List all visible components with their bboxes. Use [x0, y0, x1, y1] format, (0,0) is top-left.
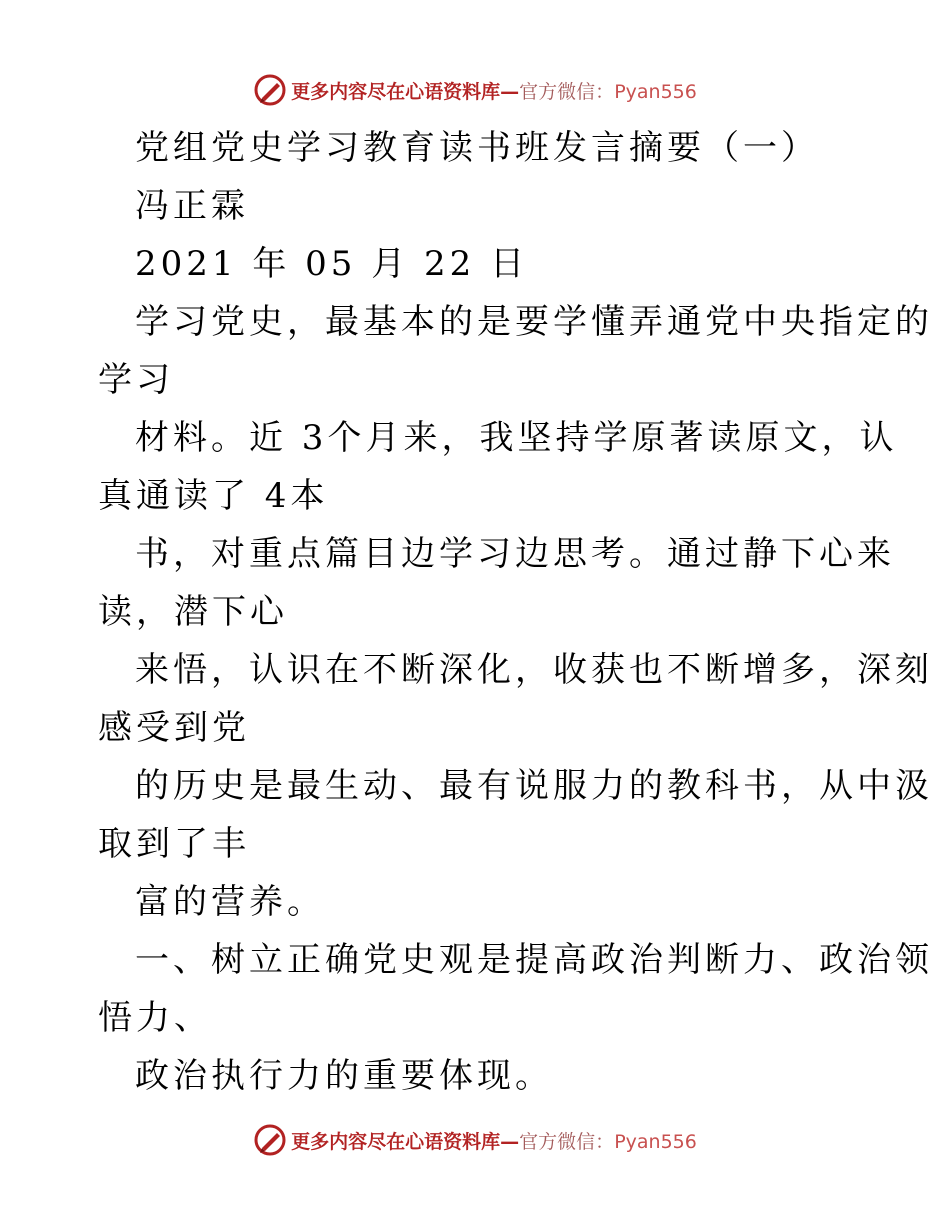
watermark-text	[291, 77, 697, 104]
paragraph-line: 学习	[98, 360, 174, 400]
watermark-wechat-id: Pyan556	[614, 80, 697, 103]
document-title: 党组党史学习教育读书班发言摘要（一）	[135, 128, 819, 168]
section-heading: 一、树立正确党史观是提高政治判断力、政治领	[135, 940, 933, 980]
section-heading-continued: 政治执行力的重要体现。	[135, 1056, 553, 1096]
paragraph-line: 的历史是最生动、最有说服力的教科书，从中汲	[135, 766, 933, 806]
paragraph-line: 学习党史，最基本的是要学懂弄通党中央指定的	[135, 302, 933, 342]
paragraph-line: 读，潜下心	[98, 592, 288, 632]
watermark-wechat-label: 官方微信：	[519, 1130, 615, 1153]
document-author: 冯正霖	[135, 186, 249, 226]
watermark-header	[0, 70, 950, 110]
paragraph-line: 材料。近 3个月来，我坚持学原著读原文，认	[135, 418, 898, 458]
watermark-wechat-label: 官方微信：	[519, 80, 615, 103]
paragraph-line: 富的营养。	[135, 882, 325, 922]
watermark-title: 更多内容尽在心语资料库	[291, 1130, 501, 1153]
paragraph-line: 书，对重点篇目边学习边思考。通过静下心来	[135, 534, 895, 574]
watermark-dash: —	[500, 1130, 520, 1153]
watermark-footer	[0, 1120, 950, 1160]
pen-logo-icon	[253, 1123, 287, 1157]
document-date: 2021 年 05 月 22 日	[135, 244, 529, 284]
watermark-title: 更多内容尽在心语资料库	[291, 80, 501, 103]
watermark-text	[291, 1127, 697, 1154]
section-heading-continued: 悟力、	[98, 998, 212, 1038]
watermark-dash: —	[500, 80, 520, 103]
paragraph-line: 取到了丰	[98, 824, 250, 864]
paragraph-line: 感受到党	[98, 708, 250, 748]
pen-logo-icon	[253, 73, 287, 107]
watermark-wechat-id: Pyan556	[614, 1130, 697, 1153]
paragraph-line: 真通读了 4本	[98, 476, 329, 516]
paragraph-line: 来悟，认识在不断深化，收获也不断增多，深刻	[135, 650, 933, 690]
